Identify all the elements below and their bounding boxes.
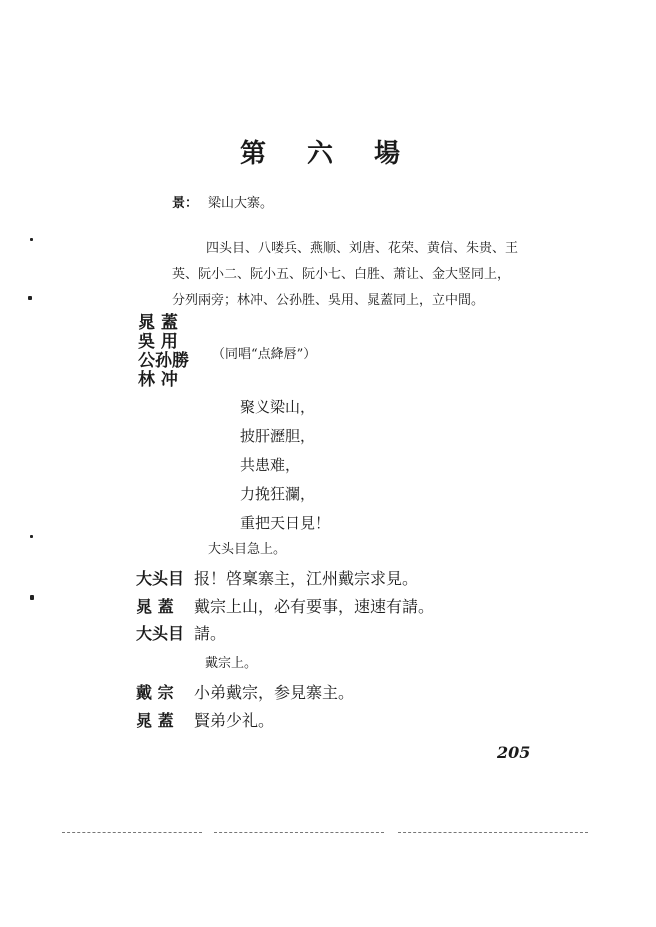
character-name: 晁 蓋 bbox=[138, 313, 178, 333]
speaker: 晁 蓋 bbox=[136, 711, 174, 730]
speaker: 戴 宗 bbox=[136, 683, 174, 702]
dialogue-line bbox=[136, 621, 226, 644]
lyric-line: 披肝瀝胆， bbox=[240, 427, 316, 445]
stage-direction-line: 英、阮小二、阮小五、阮小七、白胜、萧让、金大竖同上， bbox=[172, 267, 511, 282]
dialogue-line bbox=[136, 708, 274, 731]
lyric-line: 共患难， bbox=[240, 456, 301, 474]
scene-value: 梁山大寨。 bbox=[208, 196, 274, 211]
scan-speck bbox=[28, 296, 32, 300]
dialogue-text: 戴宗上山，必有要事，速速有請。 bbox=[194, 597, 435, 616]
stage-direction-entrance bbox=[172, 236, 532, 314]
scene-label: 景： bbox=[172, 196, 199, 211]
page-number: 205 bbox=[497, 743, 531, 762]
dialogue-text: 請。 bbox=[194, 624, 227, 643]
scan-speck bbox=[30, 535, 33, 538]
dialogue-text: 报！啓稟寨主，江州戴宗求見。 bbox=[194, 569, 419, 588]
dialogue-text: 小弟戴宗，参見寨主。 bbox=[194, 683, 355, 702]
character-name: 公孙勝 bbox=[138, 351, 189, 371]
dialogue-line bbox=[136, 594, 434, 617]
stage-direction-line: 分列兩旁；林冲、公孙胜、吳用、晁蓋同上，立中間。 bbox=[172, 293, 485, 308]
lyrics bbox=[240, 393, 330, 538]
scan-edge-line bbox=[398, 832, 588, 834]
stage-direction-line: 四头目、八喽兵、燕顺、刘唐、花荣、黄信、朱贵、王 bbox=[206, 241, 519, 256]
speaker: 大头目 bbox=[136, 624, 185, 643]
speaker: 大头目 bbox=[136, 569, 185, 588]
character-name: 林 冲 bbox=[138, 370, 178, 390]
scan-edge-line bbox=[62, 832, 202, 834]
lyric-line: 力挽狂瀾， bbox=[240, 485, 316, 503]
dialogue-text: 賢弟少礼。 bbox=[194, 711, 275, 730]
scene-title: 第 六 場 bbox=[239, 139, 417, 169]
scan-speck bbox=[30, 595, 34, 600]
dialogue-line bbox=[136, 566, 418, 589]
scan-edge-line bbox=[214, 832, 384, 834]
stage-direction: 戴宗上。 bbox=[205, 656, 258, 671]
tune-note: （同唱“点絳唇”） bbox=[212, 347, 317, 362]
character-group bbox=[138, 314, 189, 390]
lyric-line: 重把天日見！ bbox=[240, 514, 331, 532]
scene-setting bbox=[172, 192, 273, 211]
dialogue-line bbox=[136, 680, 354, 703]
lyric-line: 聚义梁山， bbox=[240, 398, 316, 416]
speaker: 晁 蓋 bbox=[136, 597, 174, 616]
character-name: 吳 用 bbox=[138, 332, 178, 352]
stage-direction: 大头目急上。 bbox=[208, 542, 287, 557]
scan-speck bbox=[30, 238, 33, 241]
